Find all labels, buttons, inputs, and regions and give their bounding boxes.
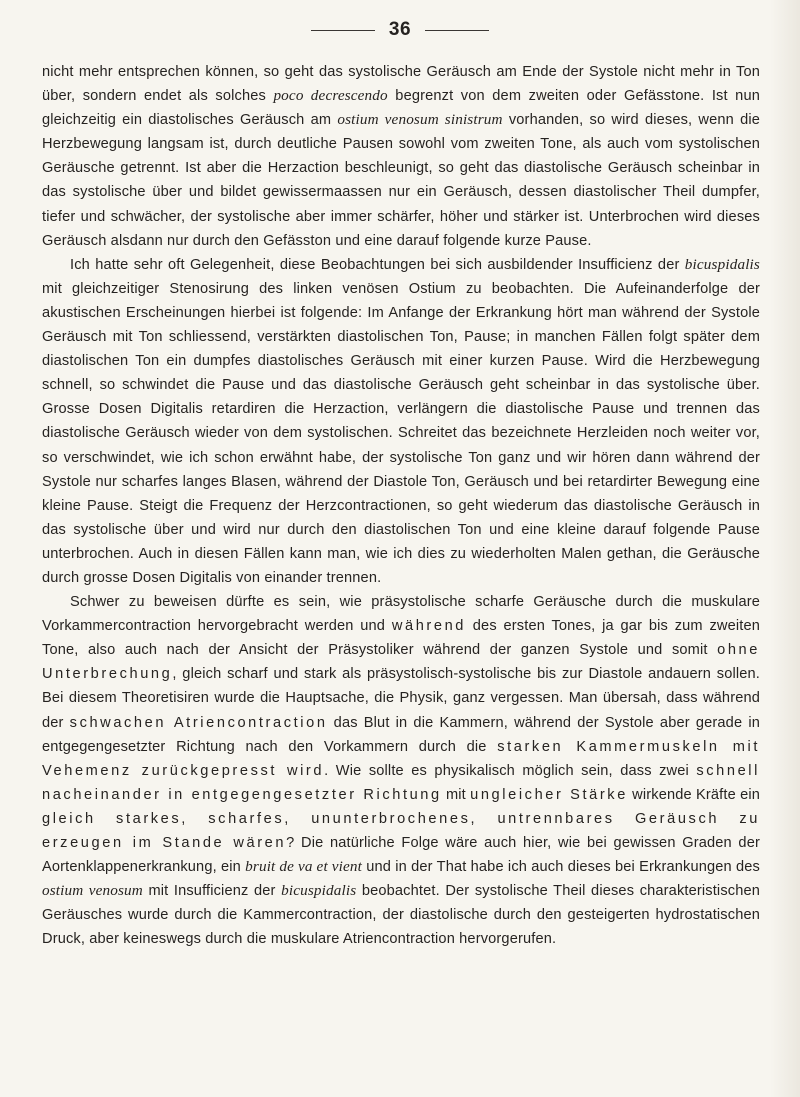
- spaced-emphasis-text: schnell nacheinander in entgegengesetzter Richtung: [42, 762, 760, 803]
- spaced-emphasis-text: ohne Unterbrechung: [42, 642, 760, 683]
- text-run: beobachtet. Der systolische Theil dieses charakteristischen Geräusches wurde durch die Kammercontraction, der diastolische durch den gesteigerten hydrostatischen Druck, aber keineswegs durch die muskulare Atriencontraction hervorgerufen.: [42, 883, 761, 948]
- text-run: das Blut in die Kammern, während der Systole aber gerade in entgegengesetzter Richtung nach den Vorkammern durch die: [42, 714, 760, 755]
- text-run: Schwer zu beweisen dürfte es sein, wie präsystolische scharfe Geräusche durch die muskulare Vorkammercontraction hervorgebracht werden und: [42, 594, 760, 635]
- text-run: mit Insufficienz der: [142, 883, 282, 900]
- text-run: vorhanden, so wird dieses, wenn die Herzbewegung langsam ist, durch deutliche Pausen sowohl vom zweiten Tone, als auch vom systolischen Geräusche getrennt. Ist aber die Herzaction beschleunigt, so geht das diastolische Geräusch scheinbar in das systolische über und bildet gewissermaassen nur ein Geräusch, dessen diastolischer Theil dumpfer, tiefer und schwächer, der systolische aber immer schärfer, höher und stärker ist. Unterbrochen wird dieses Geräusch alsdann nur durch den Gefässton und eine darauf folgende kurze Pause.: [42, 112, 761, 249]
- header-rule-right: [425, 30, 489, 31]
- text-run: mit gleichzeitiger Stenosirung des linken venösen Ostium zu beobachten. Die Aufeinanderfolge der akustischen Erscheinungen hierbei ist folgende: Im Anfange der Erkrankung hört man während der Systole Geräusch mit Ton schliessend, verstärkten diastolischen Ton, Pause; in manchen Fällen folgt später dem diastolischen Ton ein dumpfes diastolisches Geräusch mit einer kurzen Pause. Wird die Herzbewegung schnell, so schwindet die Pause und das diastolische Geräusch geht scheinbar in das systolische über. Grosse Dosen Digitalis retardiren die Herzaction, verlängern die diastolische Pause und trennen das diastolische Geräusch wieder von dem systolischen. Schreitet das bezeichnete Herzleiden noch weiter vor, so verschwindet, wie ich schon erwähnt habe, der systolische Ton ganz und wir hören dann während der Systole nur scharfes langes Blasen, während der Diastole Ton, Geräusch und bei retardirter Bewegung eine kleine Pause. Steigt die Frequenz der Herzcontractionen, so geht wiederum das diastolische Geräusch in das systolische über und wird nur durch den diastolischen Ton und eine kleine darauf folgende Pause unterbrochen. Auch in diesen Fällen kann man, wie ich dies zu wiederholten Malen gethan, die Geräusche durch grosse Dosen Digitalis von einander trennen.: [42, 280, 760, 586]
- italic-text: ostium venosum: [42, 882, 143, 900]
- text-run: begrenzt von dem zweiten oder Gefässtone. Ist nun gleichzeitig ein diastolisches Geräusch am: [42, 88, 760, 129]
- text-run: wirkende Kräfte ein: [627, 786, 760, 803]
- paragraph: [42, 60, 760, 253]
- spaced-emphasis-text: starken Kammermuskeln mit Vehemenz zurückgepresst wird: [42, 738, 760, 779]
- text-run: Ich hatte sehr oft Gelegenheit, diese Beobachtungen bei sich ausbildender Insufficienz der: [70, 256, 685, 273]
- page-header: [40, 20, 760, 40]
- body-text: [42, 60, 760, 951]
- paragraph: [42, 590, 760, 951]
- text-run: und in der That habe ich auch dieses bei Erkrankungen des: [362, 859, 760, 876]
- text-run: des ersten Tones, ja gar bis zum zweiten Tone, also auch nach der Ansicht der Präsystoliker während der ganzen Systole und somit: [42, 618, 760, 659]
- text-run: mit: [441, 786, 471, 803]
- text-run: , gleich scharf und stark als präsystolisch-systolische bis zur Diastole andauern sollen. Bei diesem Theoretisiren wurde die Hauptsache, die Physik, ganz vergessen. Man übersah, dass während der: [42, 666, 760, 731]
- text-run: nicht mehr entsprechen können, so geht das systolische Geräusch am Ende der Systole nicht mehr in Ton über, sondern endet als solches: [42, 64, 760, 105]
- spaced-emphasis-text: während: [391, 618, 467, 635]
- italic-text: ostium venosum sinistrum: [337, 111, 503, 129]
- spaced-emphasis-text: ungleicher Stärke: [470, 786, 628, 803]
- italic-text: bicuspidalis: [281, 882, 357, 900]
- text-run: ? Die natürliche Folge wäre auch hier, wie bei gewissen Graden der Aortenklappenerkrankung, ein: [42, 835, 760, 876]
- italic-text: bruit de va et vient: [245, 858, 363, 876]
- italic-text: poco decrescendo: [273, 87, 388, 105]
- page-number: 36: [388, 19, 412, 40]
- paragraph: [42, 253, 760, 590]
- text-run: . Wie sollte es physikalisch möglich sein, dass zwei: [324, 762, 697, 779]
- italic-text: bicuspidalis: [684, 255, 760, 273]
- header-rule-left: [311, 30, 375, 31]
- spaced-emphasis-text: schwachen Atriencontraction: [69, 714, 328, 731]
- spaced-emphasis-text: gleich starkes, scharfes, ununterbrochenes, untrennbares Geräusch zu erzeugen im Stande wären: [42, 810, 760, 851]
